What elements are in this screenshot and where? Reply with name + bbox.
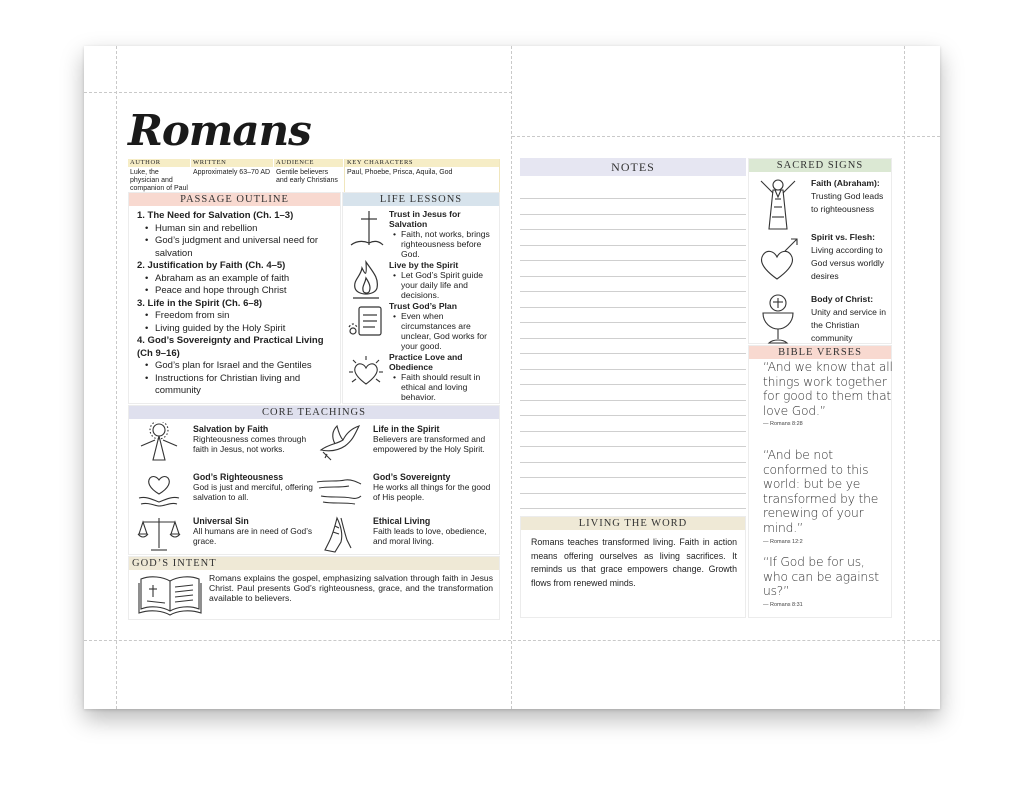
outline-item: • Instructions for Christian living and community bbox=[137, 373, 340, 398]
teaching-item bbox=[135, 422, 315, 462]
teaching-text: Believers are transformed and empowered by the Holy Spirit. bbox=[373, 434, 486, 454]
meta-written bbox=[191, 159, 274, 193]
outline-item: • Freedom from sin bbox=[137, 310, 340, 323]
living-word-header: LIVING THE WORD bbox=[521, 517, 745, 530]
meta-characters bbox=[344, 159, 500, 193]
outline-item: • Human sin and rebellion bbox=[137, 223, 340, 236]
sign-title: Body of Christ: bbox=[811, 294, 874, 304]
meta-written-value: Approximately 63–70 AD bbox=[193, 169, 271, 176]
outline-item: • Peace and hope through Christ bbox=[137, 285, 340, 298]
teaching-item bbox=[315, 514, 495, 554]
note-line bbox=[520, 415, 746, 416]
cross-icon bbox=[347, 209, 385, 249]
gods-intent-text: Romans explains the gospel, emphasizing salvation through faith in Jesus Christ. Paul presents God’s righteousness, grace, and the transformation available to believers. bbox=[209, 573, 493, 603]
meta-audience bbox=[274, 159, 344, 193]
meta-audience-label: AUDIENCE bbox=[274, 159, 343, 167]
abraham-figure-icon bbox=[755, 175, 801, 233]
lesson-title: Live by the Spirit bbox=[389, 260, 459, 270]
notes-header: NOTES bbox=[520, 158, 746, 176]
meta-author bbox=[128, 159, 191, 193]
sign-item bbox=[749, 291, 891, 351]
note-line bbox=[520, 446, 746, 447]
note-line bbox=[520, 307, 746, 308]
teaching-item bbox=[315, 422, 495, 462]
scales-icon bbox=[135, 514, 183, 554]
meta-author-value: Luke, the physician and companion of Paul bbox=[130, 169, 188, 192]
lesson-item bbox=[347, 260, 495, 300]
verse-reference: — Romans 12:2 bbox=[763, 538, 803, 545]
verse-item bbox=[763, 360, 893, 427]
passage-outline-box bbox=[128, 192, 341, 404]
teaching-text: Righteousness comes through faith in Jesus, not works. bbox=[193, 434, 307, 454]
outline-section: 4. God’s Sovereignty and Practical Living (Ch 9–16) bbox=[137, 335, 324, 359]
sign-title: Faith (Abraham): bbox=[811, 178, 880, 188]
teaching-title: Life in the Spirit bbox=[373, 424, 440, 434]
left-page bbox=[128, 104, 500, 620]
verse-reference: — Romans 8:31 bbox=[763, 601, 803, 608]
heart-arrow-icon bbox=[755, 229, 801, 287]
meta-characters-value: Paul, Phoebe, Prisca, Aquila, God bbox=[347, 169, 453, 176]
lesson-title: Trust in Jesus for Salvation bbox=[389, 209, 461, 229]
note-line bbox=[520, 369, 746, 370]
teaching-title: Ethical Living bbox=[373, 516, 431, 526]
verse-reference: — Romans 8:28 bbox=[763, 421, 803, 428]
outline-section: 1. The Need for Salvation (Ch. 1–3) bbox=[137, 210, 294, 221]
lesson-item bbox=[347, 352, 495, 402]
sign-item bbox=[749, 229, 891, 289]
note-line bbox=[520, 462, 746, 463]
jesus-figure-icon bbox=[135, 422, 183, 462]
meta-audience-value: Gentile believers and early Christians bbox=[276, 169, 338, 184]
sign-text: Trusting God leads to righteousness bbox=[811, 191, 884, 214]
note-line bbox=[520, 245, 746, 246]
teaching-text: All humans are in need of God’s grace. bbox=[193, 526, 313, 546]
lesson-item bbox=[347, 301, 495, 351]
lesson-text: • Even when circumstances are unclear, God works for your good. bbox=[389, 311, 495, 351]
sign-text: Living according to God versus worldly desires bbox=[811, 245, 885, 281]
outline-item: • Abraham as an example of faith bbox=[137, 273, 340, 286]
verse-text: “And we know that all things work together for good to them that love God.” bbox=[763, 360, 893, 418]
note-line bbox=[520, 291, 746, 292]
gods-intent-box bbox=[128, 556, 500, 620]
gods-intent-header: GOD’S INTENT bbox=[129, 557, 499, 570]
bible-verses-header: BIBLE VERSES bbox=[749, 346, 891, 359]
teaching-item bbox=[315, 470, 495, 510]
teaching-title: God’s Righteousness bbox=[193, 472, 284, 482]
open-bible-icon bbox=[137, 571, 203, 617]
teaching-title: God’s Sovereignty bbox=[373, 472, 451, 482]
outline-item: • Living guided by the Holy Spirit bbox=[137, 323, 340, 336]
teaching-item bbox=[135, 470, 315, 510]
chalice-host-icon bbox=[755, 291, 801, 349]
dove-icon bbox=[315, 422, 363, 462]
praying-hands-icon bbox=[315, 514, 363, 554]
outline-section: 2. Justification by Faith (Ch. 4–5) bbox=[137, 260, 286, 271]
living-word-text: Romans teaches transformed living. Faith in action means offering ourselves as living sacrifices. It reminds us that grace empowers change. Growth flows from renewed minds. bbox=[531, 537, 737, 588]
sacred-signs-box bbox=[748, 158, 892, 344]
verse-item bbox=[763, 555, 893, 608]
sign-text: Unity and service in the Christian community bbox=[811, 307, 886, 343]
right-page bbox=[520, 158, 894, 620]
note-line bbox=[520, 431, 746, 432]
note-line bbox=[520, 493, 746, 494]
life-lessons-header: LIFE LESSONS bbox=[343, 193, 499, 206]
cut-guide bbox=[512, 136, 940, 137]
core-teachings-box bbox=[128, 405, 500, 555]
note-line bbox=[520, 353, 746, 354]
lesson-title: Trust God’s Plan bbox=[389, 301, 457, 311]
note-line bbox=[520, 260, 746, 261]
note-line bbox=[520, 400, 746, 401]
note-line bbox=[520, 229, 746, 230]
teaching-title: Salvation by Faith bbox=[193, 424, 269, 434]
cut-guide bbox=[84, 92, 512, 93]
note-line bbox=[520, 477, 746, 478]
notes-box bbox=[520, 158, 746, 514]
bible-verses-box bbox=[748, 345, 892, 618]
sign-item bbox=[749, 175, 891, 235]
book-meta bbox=[128, 159, 500, 193]
core-teachings-header: CORE TEACHINGS bbox=[129, 406, 499, 419]
note-line bbox=[520, 276, 746, 277]
meta-characters-label: KEY CHARACTERS bbox=[345, 159, 499, 167]
meta-written-label: WRITTEN bbox=[191, 159, 273, 167]
cut-guide bbox=[84, 640, 940, 641]
flame-icon bbox=[347, 260, 385, 300]
note-line bbox=[520, 198, 746, 199]
teaching-text: He works all things for the good of His people. bbox=[373, 482, 491, 502]
passage-outline-list bbox=[129, 206, 340, 398]
note-line bbox=[520, 338, 746, 339]
verse-text: “And be not conformed to this world: but be ye transformed by the renewing of your mind.” bbox=[763, 448, 879, 535]
teaching-item bbox=[135, 514, 315, 554]
lesson-text: • Faith should result in ethical and loving behavior. bbox=[389, 372, 495, 402]
verse-text: “If God be for us, who can be against us?” bbox=[763, 555, 879, 599]
sign-title: Spirit vs. Flesh: bbox=[811, 232, 875, 242]
lesson-title: Practice Love and Obedience bbox=[389, 352, 463, 372]
teaching-text: God is just and merciful, offering salvation to all. bbox=[193, 482, 313, 502]
guiding-hands-icon bbox=[315, 470, 363, 510]
cut-guide bbox=[511, 46, 512, 709]
passage-outline-header: PASSAGE OUTLINE bbox=[129, 193, 340, 206]
note-line bbox=[520, 214, 746, 215]
note-line bbox=[520, 384, 746, 385]
meta-author-label: AUTHOR bbox=[128, 159, 190, 167]
outline-section: 3. Life in the Spirit (Ch. 6–8) bbox=[137, 297, 263, 309]
note-line bbox=[520, 508, 746, 509]
verse-item bbox=[763, 448, 893, 545]
teaching-text: Faith leads to love, obedience, and moral living. bbox=[373, 526, 487, 546]
map-scroll-icon bbox=[347, 301, 385, 341]
outline-item: • God’s judgment and universal need for salvation bbox=[137, 235, 340, 260]
teaching-title: Universal Sin bbox=[193, 516, 249, 526]
heart-hands-icon bbox=[135, 470, 183, 510]
outline-item: • God’s plan for Israel and the Gentiles bbox=[137, 360, 340, 373]
cut-guide bbox=[116, 46, 117, 709]
radiant-heart-icon bbox=[347, 352, 385, 392]
page-title: Romans bbox=[128, 106, 311, 155]
lesson-text: • Let God’s Spirit guide your daily life and decisions. bbox=[389, 270, 495, 300]
lesson-text: • Faith, not works, brings righteousness before God. bbox=[389, 229, 495, 259]
cut-guide bbox=[904, 46, 905, 709]
living-word-box bbox=[520, 516, 746, 618]
note-line bbox=[520, 322, 746, 323]
lesson-item bbox=[347, 209, 495, 259]
sacred-signs-header: SACRED SIGNS bbox=[749, 159, 891, 172]
life-lessons-box bbox=[342, 192, 500, 404]
